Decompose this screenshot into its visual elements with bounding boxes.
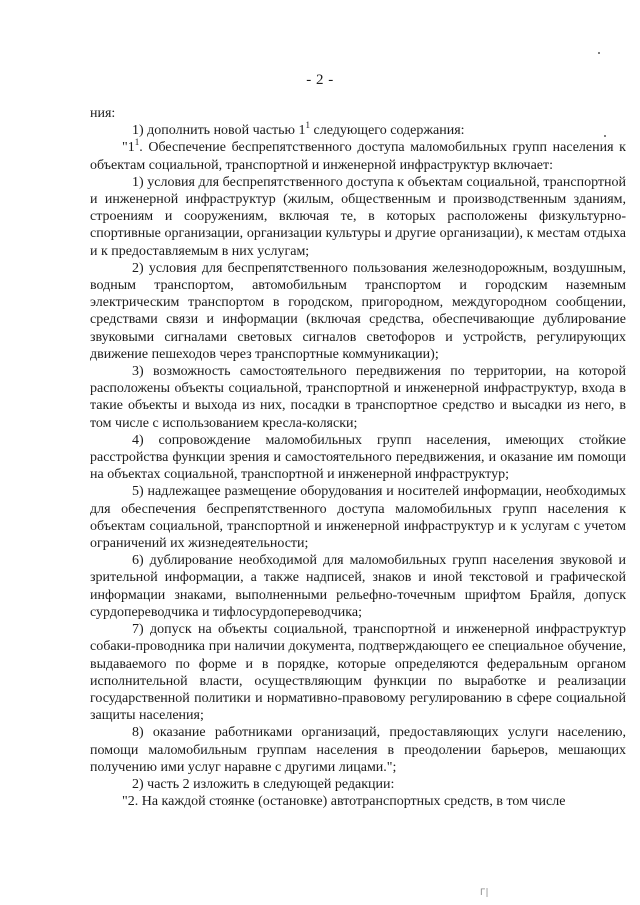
part-1-1-text-a: "1 bbox=[122, 140, 135, 156]
paragraph-amendment-2: 2) часть 2 изложить в следующей редакции: bbox=[132, 776, 395, 792]
paragraph-part-2: "2. На каждой стоянке (остановке) автотранспортных средств, в том числе bbox=[122, 794, 566, 810]
amendment-1-text-b: следующего содержания: bbox=[310, 123, 465, 139]
list-item-8: 8) оказание работниками организаций, предоставляющих услуги населению, помощи маломобильным группам населения в преодолении барьеров, мешающих получению ими услуг наравне с другими лицами."; bbox=[90, 725, 626, 775]
part-1-1-superscript: 1 bbox=[134, 137, 140, 148]
list-item-5: 5) надлежащее размещение оборудования и носителей информации, необходимых для обеспечения беспрепятственного доступа маломобильных групп населения к объектам социальной, транспортной и инженерной инфраструктур и к услугам с учетом ограничений их жизнедеятельности; bbox=[90, 484, 626, 552]
amendment-1-superscript: 1 bbox=[305, 120, 310, 131]
list-item-2: 2) условия для беспрепятственного пользования железнодорожным, воздушным, водным транспортом, автомобильным транспортом и городским наземным электрическим транспортом в городском, пригородном, междугородном сообщении, средствами связи и информации (включая средства, обеспечивающие дублирование звуковыми сигналами световых сигналов светофоров и устройств, регулирующих движение пешеходов через транспортные коммуникации); bbox=[90, 260, 626, 362]
list-item-1: 1) условия для беспрепятственного доступа к объектам социальной, транспортной и инженерной инфраструктур (жилым, общественным и производственным зданиям, строениям и сооружениям, включая те, в которых расположены физкультурно-спортивные организации, организации культуры и другие организации), к местам отдыха и к предоставляемым в них услугам; bbox=[90, 174, 626, 259]
list-item-4: 4) сопровождение маломобильных групп населения, имеющих стойкие расстройства функции зрения и самостоятельного передвижения, и оказание им помощи на объектах социальной, транспортной и инженерной инфраструктур; bbox=[90, 432, 626, 483]
document-body bbox=[90, 105, 626, 810]
paragraph-amendment-1 bbox=[90, 122, 626, 139]
page-number: - 2 - bbox=[306, 72, 334, 88]
amendment-1-text-a: 1) дополнить новой частью 1 bbox=[132, 123, 306, 139]
list-item-3: 3) возможность самостоятельного передвижения по территории, на которой расположены объекты социальной, транспортной и инженерной инфраструктур, входа в такие объекты и выхода из них, посадки в транспортное средство и высадки из него, в том числе с использованием кресла-коляски; bbox=[90, 364, 626, 431]
paragraph-part-1-1 bbox=[90, 139, 626, 173]
scan-speck bbox=[604, 135, 606, 137]
part-1-1-text-b: . Обеспечение беспрепятственного доступа маломобильных групп населения к объектам социальной, транспортной и инженерной инфраструктур включает: bbox=[90, 140, 626, 173]
list-item-6: 6) дублирование необходимой для маломобильных групп населения звуковой и зрительной информации, а также надписей, знаков и иной текстовой и графической информации знаками, выполненными рельефно-точечным шрифтом Брайля, допуск сурдопереводчика и тифлосурдопереводчика; bbox=[90, 553, 626, 620]
list-item-7: 7) допуск на объекты социальной, транспортной и инженерной инфраструктур собаки-проводника при наличии документа, подтверждающего ее специальное обучение, выдаваемого по форме и в порядке, которые определяются федеральным органом исполнительной власти, осуществляющим функции по выработке и реализации государственной политики и нормативно-правовому регулированию в сфере социальной защиты населения; bbox=[90, 622, 626, 724]
footer-mark: Г| bbox=[480, 888, 489, 898]
paragraph-continuation: ния: bbox=[90, 106, 116, 121]
scan-speck bbox=[598, 52, 600, 54]
